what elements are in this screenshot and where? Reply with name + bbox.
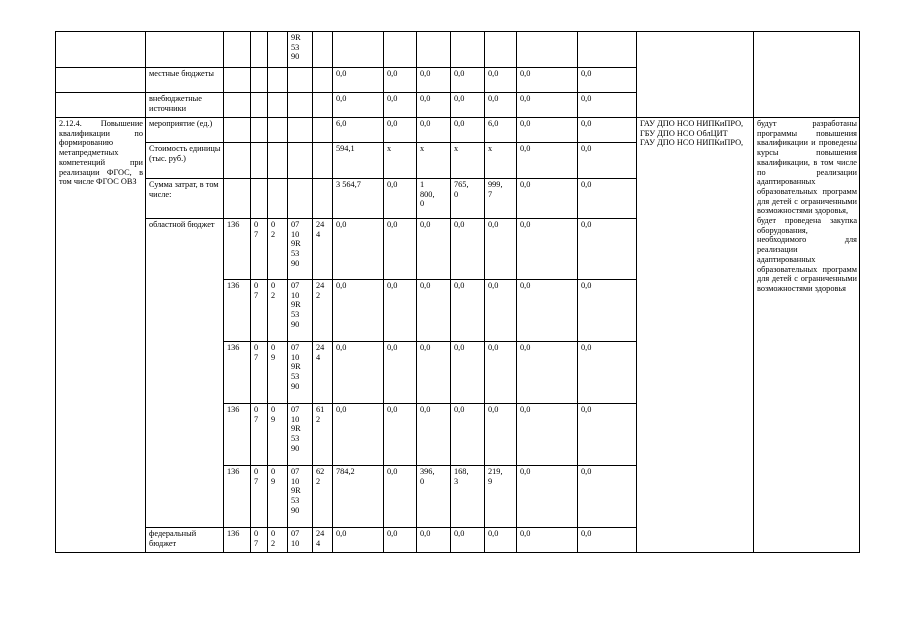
value-cell: 0,0 xyxy=(384,93,417,118)
code-cell xyxy=(251,179,268,219)
code-cell: 0 2 xyxy=(268,219,288,280)
code-cell: 24 4 xyxy=(313,342,333,404)
value-cell xyxy=(451,32,485,68)
code-cell: 0 9 xyxy=(268,404,288,466)
code-cell: 0 7 xyxy=(251,528,268,553)
value-cell: 0,0 xyxy=(384,342,417,404)
value-cell: 0,0 xyxy=(578,280,637,342)
value-cell xyxy=(578,32,637,68)
code-cell: 07 10 9R 53 90 xyxy=(288,404,313,466)
code-cell xyxy=(251,32,268,68)
value-cell: 3 564,7 xyxy=(333,179,384,219)
value-cell: 219, 9 xyxy=(485,466,517,528)
result-cell: будут разработаны программы повышения квалификации и проведены курсы повышения квалификации, в том числе по реализации адаптированных образовательных программ для детей с ограниченными возможностями здоровья, будет проведена закупка оборудования, необходимого для реализации адаптированных образовательных программ для детей с ограниченными возможностями здоровья xyxy=(754,118,860,553)
value-cell xyxy=(517,32,578,68)
value-cell: 0,0 xyxy=(485,404,517,466)
code-cell xyxy=(224,32,251,68)
section-name-cell xyxy=(56,68,146,93)
value-cell: 0,0 xyxy=(451,342,485,404)
value-cell: 0,0 xyxy=(485,280,517,342)
code-cell: 07 10 9R 53 90 xyxy=(288,280,313,342)
code-cell: 136 xyxy=(224,466,251,528)
value-cell: 0,0 xyxy=(578,404,637,466)
value-cell: 0,0 xyxy=(384,68,417,93)
value-cell: 0,0 xyxy=(384,118,417,143)
value-cell: 0,0 xyxy=(417,118,451,143)
code-cell xyxy=(313,143,333,179)
section-name-cell xyxy=(56,93,146,118)
code-cell xyxy=(268,118,288,143)
value-cell: 0,0 xyxy=(517,404,578,466)
value-cell: 0,0 xyxy=(333,342,384,404)
code-cell xyxy=(251,93,268,118)
value-cell: 594,1 xyxy=(333,143,384,179)
budget-table xyxy=(55,31,860,553)
value-cell xyxy=(384,32,417,68)
value-cell: 0,0 xyxy=(485,93,517,118)
value-cell: 0,0 xyxy=(417,404,451,466)
value-cell: 0,0 xyxy=(578,143,637,179)
value-cell: 6,0 xyxy=(333,118,384,143)
value-cell: x xyxy=(451,143,485,179)
code-cell xyxy=(268,93,288,118)
value-cell: 0,0 xyxy=(517,68,578,93)
code-cell: 07 10 9R 53 90 xyxy=(288,466,313,528)
value-cell: 0,0 xyxy=(517,219,578,280)
value-cell: 999, 7 xyxy=(485,179,517,219)
value-cell: 0,0 xyxy=(517,118,578,143)
value-cell: 0,0 xyxy=(384,219,417,280)
value-cell: 0,0 xyxy=(578,118,637,143)
code-cell: 24 4 xyxy=(313,219,333,280)
code-cell xyxy=(288,93,313,118)
value-cell: 0,0 xyxy=(384,179,417,219)
indicator-cell: областной бюджет xyxy=(146,219,224,528)
code-cell xyxy=(224,68,251,93)
code-cell: 136 xyxy=(224,404,251,466)
result-cell xyxy=(754,32,860,118)
code-cell: 0 7 xyxy=(251,404,268,466)
value-cell: 0,0 xyxy=(333,528,384,553)
indicator-cell: мероприятие (ед.) xyxy=(146,118,224,143)
code-cell: 62 2 xyxy=(313,466,333,528)
value-cell: 168, 3 xyxy=(451,466,485,528)
value-cell: 0,0 xyxy=(578,179,637,219)
value-cell: 0,0 xyxy=(517,93,578,118)
code-cell xyxy=(268,68,288,93)
value-cell: 0,0 xyxy=(384,466,417,528)
code-cell: 0 7 xyxy=(251,280,268,342)
value-cell: 0,0 xyxy=(451,118,485,143)
indicator-cell: Сумма затрат, в том числе: xyxy=(146,179,224,219)
code-cell xyxy=(251,68,268,93)
code-cell xyxy=(288,118,313,143)
value-cell: 396, 0 xyxy=(417,466,451,528)
value-cell: 784,2 xyxy=(333,466,384,528)
value-cell: 0,0 xyxy=(578,219,637,280)
value-cell: 0,0 xyxy=(485,528,517,553)
indicator-cell: федеральный бюджет xyxy=(146,528,224,553)
code-cell: 0 7 xyxy=(251,342,268,404)
value-cell: 0,0 xyxy=(333,93,384,118)
value-cell xyxy=(485,32,517,68)
code-cell: 136 xyxy=(224,280,251,342)
code-cell xyxy=(313,32,333,68)
indicator-cell: местные бюджеты xyxy=(146,68,224,93)
code-cell xyxy=(251,143,268,179)
code-cell: 136 xyxy=(224,528,251,553)
value-cell: 0,0 xyxy=(333,219,384,280)
value-cell: 0,0 xyxy=(517,342,578,404)
code-cell: 0 7 xyxy=(251,466,268,528)
code-cell xyxy=(288,68,313,93)
value-cell: 0,0 xyxy=(384,528,417,553)
value-cell: 0,0 xyxy=(333,68,384,93)
value-cell: 0,0 xyxy=(578,93,637,118)
code-cell xyxy=(224,179,251,219)
value-cell: 0,0 xyxy=(451,93,485,118)
value-cell xyxy=(417,32,451,68)
code-cell xyxy=(313,93,333,118)
value-cell: 0,0 xyxy=(485,219,517,280)
code-cell xyxy=(224,143,251,179)
code-cell xyxy=(288,143,313,179)
value-cell: 0,0 xyxy=(333,404,384,466)
value-cell: 0,0 xyxy=(517,143,578,179)
value-cell: x xyxy=(417,143,451,179)
value-cell: 0,0 xyxy=(451,68,485,93)
value-cell: 0,0 xyxy=(517,528,578,553)
table-row xyxy=(56,32,860,68)
code-cell xyxy=(224,118,251,143)
value-cell: 0,0 xyxy=(485,68,517,93)
code-cell: 0 9 xyxy=(268,466,288,528)
value-cell: 0,0 xyxy=(451,280,485,342)
value-cell: 0,0 xyxy=(451,404,485,466)
code-cell xyxy=(288,179,313,219)
value-cell: x xyxy=(384,143,417,179)
value-cell: 6,0 xyxy=(485,118,517,143)
code-cell xyxy=(268,32,288,68)
code-cell xyxy=(268,143,288,179)
value-cell: 0,0 xyxy=(578,466,637,528)
indicator-cell: внебюджетные источники xyxy=(146,93,224,118)
code-cell xyxy=(251,118,268,143)
executor-cell: ГАУ ДПО НСО НИПКиПРО, ГБУ ДПО НСО ОблЦИТ ГАУ ДПО НСО НИПКиПРО, xyxy=(637,118,754,553)
code-cell: 0 7 xyxy=(251,219,268,280)
code-cell: 0 2 xyxy=(268,280,288,342)
executor-cell xyxy=(637,32,754,118)
code-cell: 24 2 xyxy=(313,280,333,342)
indicator-cell xyxy=(146,32,224,68)
code-cell xyxy=(268,179,288,219)
code-cell: 0 9 xyxy=(268,342,288,404)
value-cell: 0,0 xyxy=(578,528,637,553)
value-cell: 0,0 xyxy=(451,219,485,280)
code-cell: 07 10 xyxy=(288,528,313,553)
value-cell: 0,0 xyxy=(417,528,451,553)
code-cell xyxy=(313,68,333,93)
value-cell: 0,0 xyxy=(417,280,451,342)
code-cell: 61 2 xyxy=(313,404,333,466)
code-cell: 136 xyxy=(224,219,251,280)
value-cell: 0,0 xyxy=(451,528,485,553)
code-cell xyxy=(313,179,333,219)
value-cell: 0,0 xyxy=(578,342,637,404)
value-cell: 0,0 xyxy=(417,93,451,118)
value-cell: 0,0 xyxy=(517,280,578,342)
table-row xyxy=(56,118,860,143)
code-cell: 24 4 xyxy=(313,528,333,553)
value-cell: 0,0 xyxy=(384,404,417,466)
value-cell: 0,0 xyxy=(517,466,578,528)
code-cell: 0 2 xyxy=(268,528,288,553)
value-cell: 0,0 xyxy=(517,179,578,219)
value-cell: 0,0 xyxy=(417,342,451,404)
code-cell: 136 xyxy=(224,342,251,404)
value-cell xyxy=(333,32,384,68)
value-cell: 0,0 xyxy=(417,68,451,93)
value-cell: 1 800, 0 xyxy=(417,179,451,219)
value-cell: x xyxy=(485,143,517,179)
code-cell: 07 10 9R 53 90 xyxy=(288,342,313,404)
code-cell xyxy=(224,93,251,118)
value-cell: 0,0 xyxy=(578,68,637,93)
section-name-cell: 2.12.4. Повышение квалификации по формированию метапредметных компетенций при реализации ФГОС, в том числе ФГОС ОВЗ xyxy=(56,118,146,553)
section-name-cell xyxy=(56,32,146,68)
value-cell: 0,0 xyxy=(384,280,417,342)
code-cell: 07 10 9R 53 90 xyxy=(288,219,313,280)
value-cell: 0,0 xyxy=(417,219,451,280)
value-cell: 765, 0 xyxy=(451,179,485,219)
indicator-cell: Стоимость единицы (тыс. руб.) xyxy=(146,143,224,179)
code-cell xyxy=(313,118,333,143)
value-cell: 0,0 xyxy=(333,280,384,342)
value-cell: 0,0 xyxy=(485,342,517,404)
code-cell: 9R 53 90 xyxy=(288,32,313,68)
